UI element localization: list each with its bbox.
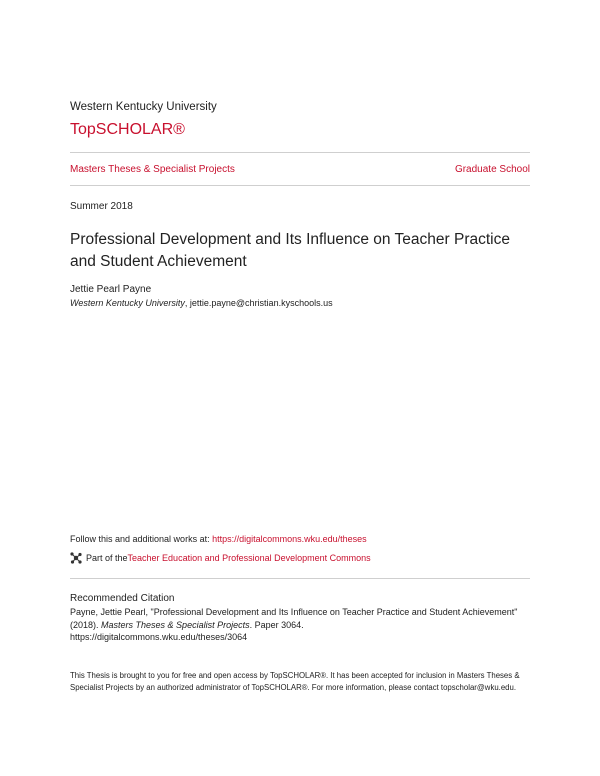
department-link[interactable]: Graduate School (454, 164, 530, 175)
document-title: Professional Development and Its Influence on Teacher Practice and Student Achievement (70, 231, 510, 270)
follow-line (70, 534, 367, 544)
institution-name: Western Kentucky University (70, 101, 217, 113)
publication-date: Summer 2018 (70, 201, 133, 212)
repository-name[interactable]: TopSCHOLAR® (70, 121, 185, 138)
citation-tail: . Paper 3064. (249, 619, 304, 630)
part-of-line (70, 552, 371, 564)
author-email: jettie.payne@christian.kyschools.us (189, 298, 333, 308)
follow-link[interactable]: https://digitalcommons.wku.edu/theses (212, 534, 367, 544)
citation-series: Masters Theses & Specialist Projects (101, 619, 250, 630)
follow-text: Follow this and additional works at: (70, 534, 213, 544)
part-of-link[interactable]: Teacher Education and Professional Development Commons (127, 553, 371, 563)
author-affiliation: Western Kentucky University, jettie.payne@christian.kyschools.us (70, 298, 333, 308)
citation-label: Recommended Citation (70, 593, 175, 604)
citation-lead: Payne, Jettie Pearl, "Professional Development and Its Influence on Teacher Practice and Student Achievement" (2018). (70, 607, 518, 630)
divider-citation (70, 578, 530, 579)
part-of-text: Part of the (86, 553, 128, 563)
citation-text (70, 606, 540, 644)
affiliation-name: Western Kentucky University (70, 298, 185, 308)
divider-top (70, 152, 530, 153)
commons-network-icon (70, 552, 82, 564)
citation-url[interactable]: https://digitalcommons.wku.edu/theses/3064 (70, 632, 248, 642)
access-notice: This Thesis is brought to you for free and open access by TopSCHOLAR®. It has been accepted for inclusion in Masters Theses & Specialist Projects by an authorized administrator of TopSCHOLAR®. For more information, please contact topscholar@wku.edu. (70, 671, 520, 692)
author-name: Jettie Pearl Payne (70, 284, 152, 295)
series-link[interactable]: Masters Theses & Specialist Projects (70, 164, 235, 175)
divider-collection (70, 185, 530, 186)
